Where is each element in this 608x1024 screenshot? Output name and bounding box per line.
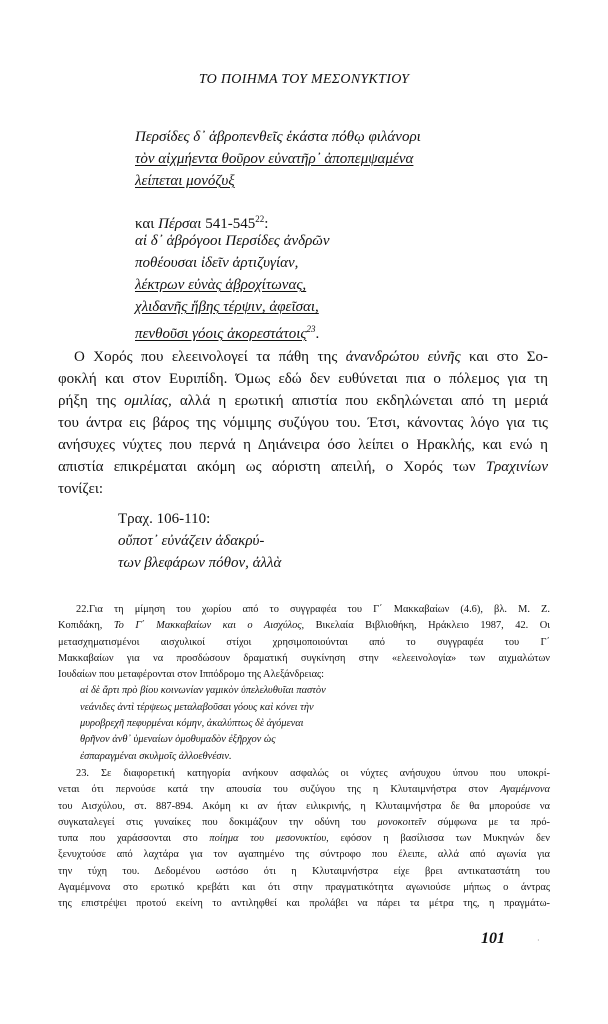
- verse-line: λέκτρων εὐνὰς ἁβροχίτωνας,: [135, 277, 307, 293]
- verse-line: των βλεφάρων πόθον, ἀλλὰ: [118, 555, 282, 571]
- footnote-quote-line: νεάνιδες ἀντὶ τέρψεως μεταλαβοῦσαι γόους καὶ κόνει τὴν: [80, 701, 314, 713]
- footnote-marker: 22: [255, 214, 265, 224]
- footnote-line: Μακκαβαίων για να προσδώσουν δραματική συγκίνηση στην «ελεεινολογία» των αιχμαλώτων: [58, 652, 550, 664]
- verse-line: χλιδανῆς ἥβης τέρψιν, ἀφεῖσαι,: [135, 299, 319, 315]
- verse-line: Περσίδες δ᾽ ἁβροπενθεῖς ἑκάστα πόθῳ φιλάνορι: [135, 129, 421, 145]
- footnote-line: της επιστρέψει προτού εκείνη το αντιληφθεί και προλάβει να πάρει τα μέτρα της, η πραγμάτω-: [58, 898, 550, 910]
- footnote-line: τυπα που χαράσσονται στο ποίημα του μεσονυκτίου, εφόσον η βασίλισσα των Μυκηνών δεν: [58, 833, 550, 845]
- page-number: 101: [481, 930, 505, 947]
- footnote-marker: 23: [306, 324, 316, 334]
- verse-reference: Τραχ. 106-110:: [118, 511, 211, 527]
- paragraph-line: απιστία επικρέμαται ακόμη ως αόριστη απειλή, ο Χορός των Τραχινίων: [58, 459, 548, 475]
- paragraph-line: Ο Χορός που ελεεινολογεί τα πάθη της ἀνανδρώτου εὐνῆς και στο Σο-: [74, 349, 549, 365]
- verse-quote-3: [118, 508, 281, 574]
- footnote-line: Αγαμέμνονα στο ερωτικό κρεβάτι και ότι στην πραγματικότητα αγωνιούσε μήπως ο άντρας: [58, 882, 550, 894]
- paragraph-line: του άντρα εις βάρος της νόμιμης συζύγου του. Έτσι, κάνοντας λόγο για τις: [58, 415, 548, 431]
- verse-line: τὸν αἰχμήεντα θοῦρον εὐνατῆρ᾽ ἀποπεμψαμένα: [135, 151, 414, 167]
- footnote-23: [58, 766, 550, 913]
- footnote-line: την τύχη του. Δεδομένου ωστόσο ότι η Κλυταιμνήστρα είχε βρει αντικαταστάτη του: [58, 865, 550, 877]
- footnote-line: νεται ότι περνούσε κατά την απουσία του συζύγου της η Κλυταιμνήστρα στον Αγαμέμνονα: [58, 784, 550, 796]
- footnote-line: Ιουδαίων που μεταφέρονται στον Ιππόδρομο της Αλεξάνδρειας:: [58, 669, 325, 681]
- footnote-line: ξενυχτούσε από λαχτάρα για τον αγαπημένο της σύντροφο που έλειπε, αλλά από αγωνία για: [58, 849, 550, 861]
- footnote-line: του Αισχύλου, στ. 887-894. Ακόμη κι αν ήταν ειλικρινής, η Κλυταιμνήστρα δε θα μπορούσε να: [58, 800, 550, 812]
- verse-line: πενθοῦσι γόοις ἀκορεστάτοις$^{23}$.: [135, 324, 320, 342]
- footnote-line: μετασχηματισμένοι αισχυλικοί στίχοι χρησιμοποιούνται από το συγγραφέα του Γ΄: [58, 636, 550, 648]
- running-header: ΤΟ ΠΟΙΗΜΑ ΤΟΥ ΜΕΣΟΝΥΚΤΙΟΥ: [198, 72, 410, 87]
- footnote-22: [58, 602, 550, 765]
- verse-line: οὔποτ᾽ εὐνάζειν ἀδακρύ-: [118, 533, 265, 549]
- body-paragraph: [58, 346, 548, 500]
- footnote-line: 22.Για τη μίμηση του χωρίου από το συγγραφέα του Γ΄ Μακκαβαίων (4.6), βλ. Μ. Ζ.: [76, 604, 550, 615]
- footnote-quote-line: μυροβρεχῆ πεφυρμέναι κόμην, ἀκαλύπτως δὲ ἀγόμεναι: [80, 718, 304, 730]
- footnote-line: συγκαταλεγεί στις γυναίκες που δοκιμάζουν την οδύνη του μονοκοιτεῖν σύμφωνα με τα πρό-: [58, 816, 550, 828]
- footnote-line: Κοπιδάκη, Το Γ΄ Μακκαβαίων και ο Αισχύλος, Βικελαία Βιβλιοθήκη, Ηράκλειο 1987, 42. Οι: [58, 620, 551, 632]
- verse-line: αἱ δ᾽ ἁβρόγοοι Περσίδες ἀνδρῶν: [135, 233, 330, 249]
- footnote-quote-line: ἐσπαραγμέναι σκυλμοῖς ἀλλοεθνέσιν.: [80, 750, 232, 762]
- footnote-quote-line: θρῆνον ἀνθ᾽ ὑμεναίων ὁμοθυμαδὸν ἐξῆρχον ὡς: [80, 734, 276, 746]
- verse-quote-1: [135, 126, 421, 192]
- verse-line: ποθέουσαι ἰδεῖν ἀρτιζυγίαν,: [135, 255, 299, 271]
- verse-quote-2: [135, 230, 330, 345]
- footnote-line: 23. Σε διαφορετική κατηγορία ανήκουν ασφαλώς οι νύχτες ανήσυχου ύπνου που υποκρί-: [76, 768, 550, 779]
- paragraph-line: τονίζει:: [58, 481, 104, 497]
- verse-reference: και Πέρσαι $541-545^{22}$:: [135, 214, 269, 232]
- scan-speck: ·: [537, 936, 540, 945]
- verse-line: λείπεται μονόζυξ: [135, 173, 235, 189]
- paragraph-line: φοκλή και στον Ευριπίδη. Όμως εδώ δεν ευθύνεται πια ο πόλεμος για τη: [58, 371, 548, 387]
- paragraph-line: ανήσυχες νύχτες που περνά η Δηιάνειρα όσο λείπει ο Ηρακλής, και ενώ η: [58, 437, 548, 453]
- footnote-quote-line: αἱ δὲ ἄρτι πρὸ βίου κοινωνίαν γαμικὸν ὑπελελυθυῖαι παστὸν: [80, 685, 326, 697]
- paragraph-line: ρήξη της ομιλίας, αλλά η ερωτική απιστία που εκδηλώνεται από τη μεριά: [58, 393, 548, 409]
